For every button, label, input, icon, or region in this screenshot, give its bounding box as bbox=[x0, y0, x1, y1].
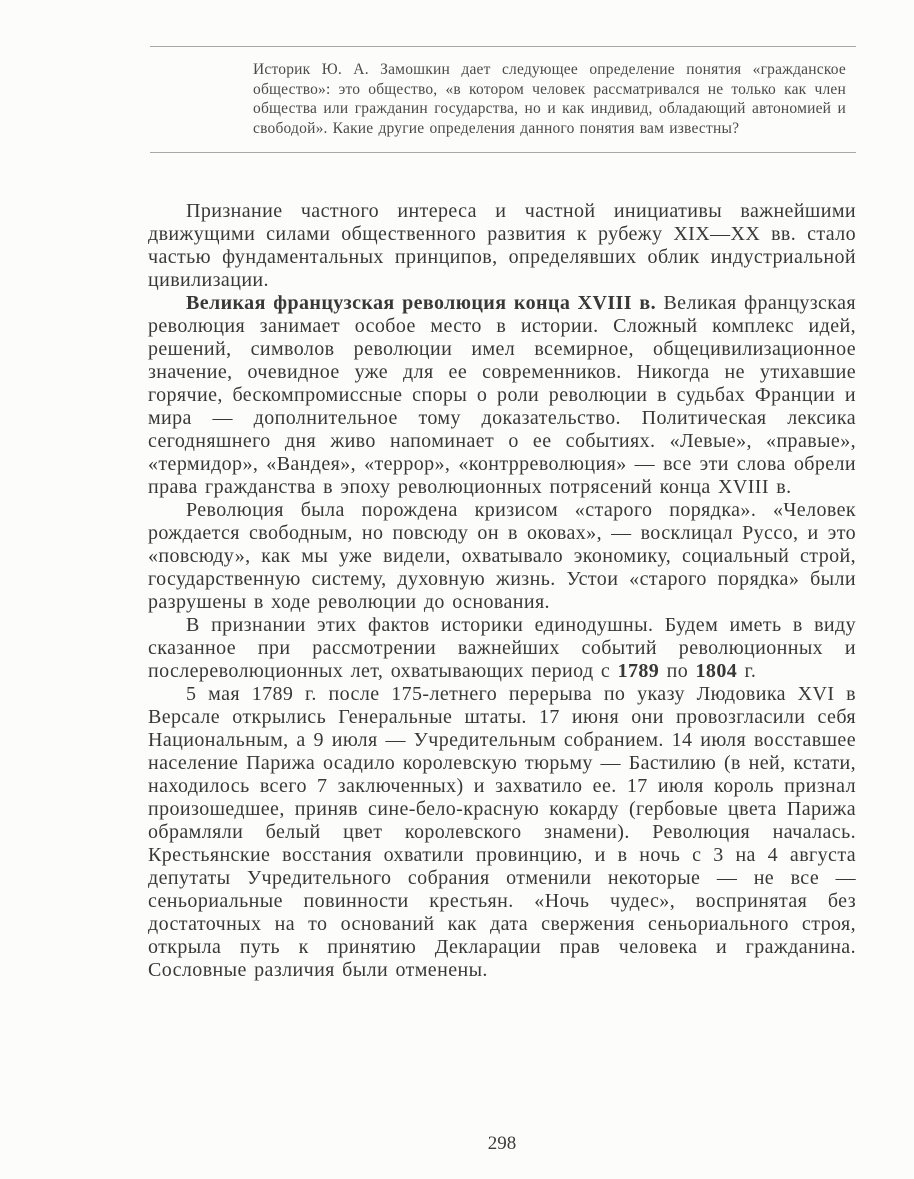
paragraph bbox=[148, 499, 856, 614]
quote-section bbox=[150, 46, 856, 153]
text-run: по bbox=[659, 660, 696, 682]
paragraph bbox=[148, 200, 856, 292]
bold-text-run: Великая французская революция конца XVIII в. bbox=[186, 292, 656, 314]
top-rule bbox=[150, 46, 856, 47]
body-text bbox=[148, 200, 856, 982]
paragraph bbox=[148, 683, 856, 982]
text-run: В признании этих фактов историки единодушны. Будем иметь в виду сказанное при рассмотрении важнейших событий революционных и послереволюционных лет, охватывающих период с bbox=[148, 614, 856, 682]
bold-text-run: 1789 bbox=[617, 660, 660, 682]
text-run: г. bbox=[737, 660, 757, 682]
page-number: 298 bbox=[487, 1133, 517, 1154]
bottom-rule bbox=[150, 152, 856, 153]
paragraph bbox=[148, 292, 856, 499]
quote-text: Историк Ю. А. Замошкин дает следующее определение понятия «гражданское общество»: это общество, «в котором человек рассматривался не только как член общества или гражданин государства, но и как индивид, обладающий автономией и свободой». Какие другие определения данного понятия вам известны? bbox=[253, 61, 846, 137]
bold-text-run: 1804 bbox=[695, 660, 738, 682]
text-run: 5 мая 1789 г. после 175-летнего перерыва по указу Людовика XVI в Версале открылись Генеральные штаты. 17 июня они провозгласили себя Национальным, а 9 июля — Учредительным собранием. 14 июля восставшее население Парижа осадило королевскую тюрьму — Бастилию (в ней, кстати, находилось всего 7 заключенных) и захватило ее. 17 июля король признал произошедшее, приняв сине-бело-красную кокарду (гербовые цвета Парижа обрамляли белый цвет королевского знамени). Революция началась. Крестьянские восстания охватили провинцию, и в ночь с 3 на 4 августа депутаты Учредительного собрания отменили некоторые — не все — сеньориальные повинности крестьян. «Ночь чудес», воспринятая без достаточных на то оснований как дата свержения сеньориального строя, открыла путь к принятию Декларации прав человека и гражданина. Сословные различия были отменены. bbox=[148, 683, 856, 981]
text-run: Великая французская революция занимает особое место в истории. Сложный комплекс идей, решений, символов революции имел всемирное, общецивилизационное значение, очевидное уже для ее современников. Никогда не утихавшие горячие, бескомпромиссные споры о роли революции в судьбах Франции и мира — дополнительное тому доказательство. Политическая лексика сегодняшнего дня живо напоминает о ее событиях. «Левые», «правые», «термидор», «Вандея», «террор», «контрреволюция» — все эти слова обрели права гражданства в эпоху революционных потрясений конца XVIII в. bbox=[148, 292, 857, 498]
text-run: Признание частного интереса и частной инициативы важнейшими движущими силами общественного развития к рубежу XIX—XX вв. стало частью фундаментальных принципов, определявших облик индустриальной цивилизации. bbox=[148, 200, 856, 291]
text-run: Революция была порождена кризисом «старого порядка». «Человек рождается свободным, но повсюду он в оковах», — восклицал Руссо, и это «повсюду», как мы уже видели, охватывало экономику, социальный строй, государственную систему, духовную жизнь. Устои «старого порядка» были разрушены в ходе революции до основания. bbox=[148, 499, 856, 613]
paragraph bbox=[148, 614, 856, 683]
